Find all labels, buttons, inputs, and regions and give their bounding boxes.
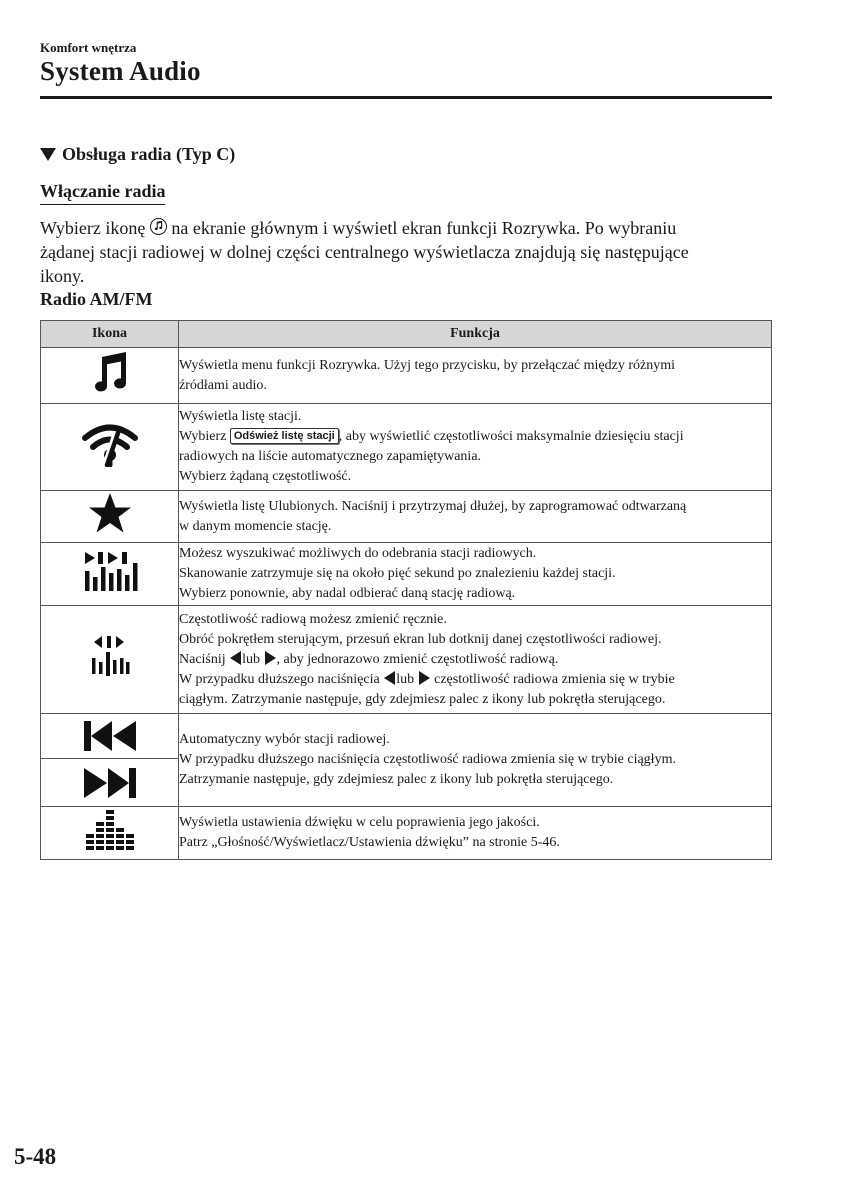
row-text: Wybierz żądaną częstotliwość. xyxy=(179,469,352,484)
row-text: Zatrzymanie następuje, gdy zdejmiesz palec z ikony lub pokrętła sterującego. xyxy=(179,772,614,787)
star-icon xyxy=(88,492,132,534)
manual-tune-icon xyxy=(90,634,130,678)
row-text: Skanowanie zatrzymuje się na około pięć sekund po znalezieniu każdej stacji. xyxy=(179,566,616,581)
table-row xyxy=(41,491,772,543)
row-text: Wyświetla listę stacji. xyxy=(179,409,302,424)
intro-text-start: Wybierz ikonę xyxy=(40,218,150,238)
station-list-icon xyxy=(82,421,138,467)
music-note-icon xyxy=(150,218,167,235)
seek-forward-icon xyxy=(82,766,138,800)
radio-am-fm-heading: Radio AM/FM xyxy=(40,289,153,309)
intro-text-line2: żądanej stacji radiowej w dolnej części centralnego wyświetlacza znajdują się następujące xyxy=(40,242,689,262)
row-text: Możesz wyszukiwać możliwych do odebrania stacji radiowych. xyxy=(179,546,537,561)
row-text: W przypadku dłuższego naciśnięcia lub częstotliwość radiowa zmienia się w trybie xyxy=(179,671,675,687)
row-text: W przypadku dłuższego naciśnięcia częstotliwość radiowa zmienia się w trybie ciągłym. xyxy=(179,752,676,767)
row-text: Wyświetla listę Ulubionych. Naciśnij i przytrzymaj dłużej, by zaprogramować odtwarzaną xyxy=(179,498,687,514)
row-text: Wyświetla ustawienia dźwięku w celu poprawienia jego jakości. xyxy=(179,815,540,830)
tune-up-arrow-icon xyxy=(265,651,276,665)
icon-column-header: Ikona xyxy=(41,321,179,348)
scan-icon xyxy=(82,549,138,593)
row-text: Patrz „Głośność/Wyświetlacz/Ustawienia dźwięku” na stronie 5-46. xyxy=(179,835,560,850)
triangle-marker-icon xyxy=(40,148,56,161)
row-text: źródłami audio. xyxy=(179,377,267,393)
row-text: radiowych na liście automatycznego zapamiętywania. xyxy=(179,449,482,464)
table-row xyxy=(41,543,772,606)
music-note-icon xyxy=(90,351,130,393)
row-text: Automatyczny wybór stacji radiowej. xyxy=(179,732,390,747)
row-text: Naciśnij lub , aby jednorazowo zmienić częstotliwość radiową. xyxy=(179,651,559,667)
section-heading xyxy=(40,144,235,165)
section-heading-text: Obsługa radia (Typ C) xyxy=(62,144,236,164)
row-text: Obróć pokrętłem sterującym, przesuń ekran lub dotknij danej częstotliwości radiowej. xyxy=(179,631,662,647)
refresh-station-list-button: Odśwież listę stacji xyxy=(230,428,339,444)
row-text: w danym momencie stację. xyxy=(179,518,332,534)
sound-settings-icon xyxy=(86,809,134,851)
title-divider xyxy=(40,96,772,99)
page-number: 5-48 xyxy=(14,1144,57,1169)
tune-down-arrow-icon xyxy=(384,671,395,685)
row-text: Wybierz Odśwież listę stacji , aby wyświetlić częstotliwości maksymalnie dziesięciu stacji xyxy=(179,429,684,444)
icon-function-table xyxy=(40,320,772,860)
intro-text-line3: ikony. xyxy=(40,266,85,286)
row-text: Częstotliwość radiową możesz zmienić ręcznie. xyxy=(179,611,447,627)
tune-down-arrow-icon xyxy=(230,651,241,665)
table-row xyxy=(41,807,772,860)
row-text: Wyświetla menu funkcji Rozrywka. Użyj tego przycisku, by przełączać między różnymi xyxy=(179,357,675,373)
intro-paragraph xyxy=(40,216,780,288)
table-row xyxy=(41,348,772,404)
tune-up-arrow-icon xyxy=(419,671,430,685)
function-column-header: Funkcja xyxy=(179,321,772,348)
table-row xyxy=(41,606,772,714)
row-text: Wybierz ponownie, aby nadal odbierać daną stację radiową. xyxy=(179,586,516,601)
row-text: ciągłym. Zatrzymanie następuje, gdy zdejmiesz palec z ikony lub pokrętła sterującego. xyxy=(179,691,666,707)
intro-text-line1: na ekranie głównym i wyświetl ekran funkcji Rozrywka. Po wybraniu xyxy=(166,218,677,238)
table-row xyxy=(41,714,772,807)
subsection-heading: Włączanie radia xyxy=(40,181,165,205)
seek-back-icon xyxy=(82,719,138,753)
chapter-label: Komfort wnętrza xyxy=(40,40,137,55)
page-title: System Audio xyxy=(40,56,201,86)
table-row xyxy=(41,404,772,491)
